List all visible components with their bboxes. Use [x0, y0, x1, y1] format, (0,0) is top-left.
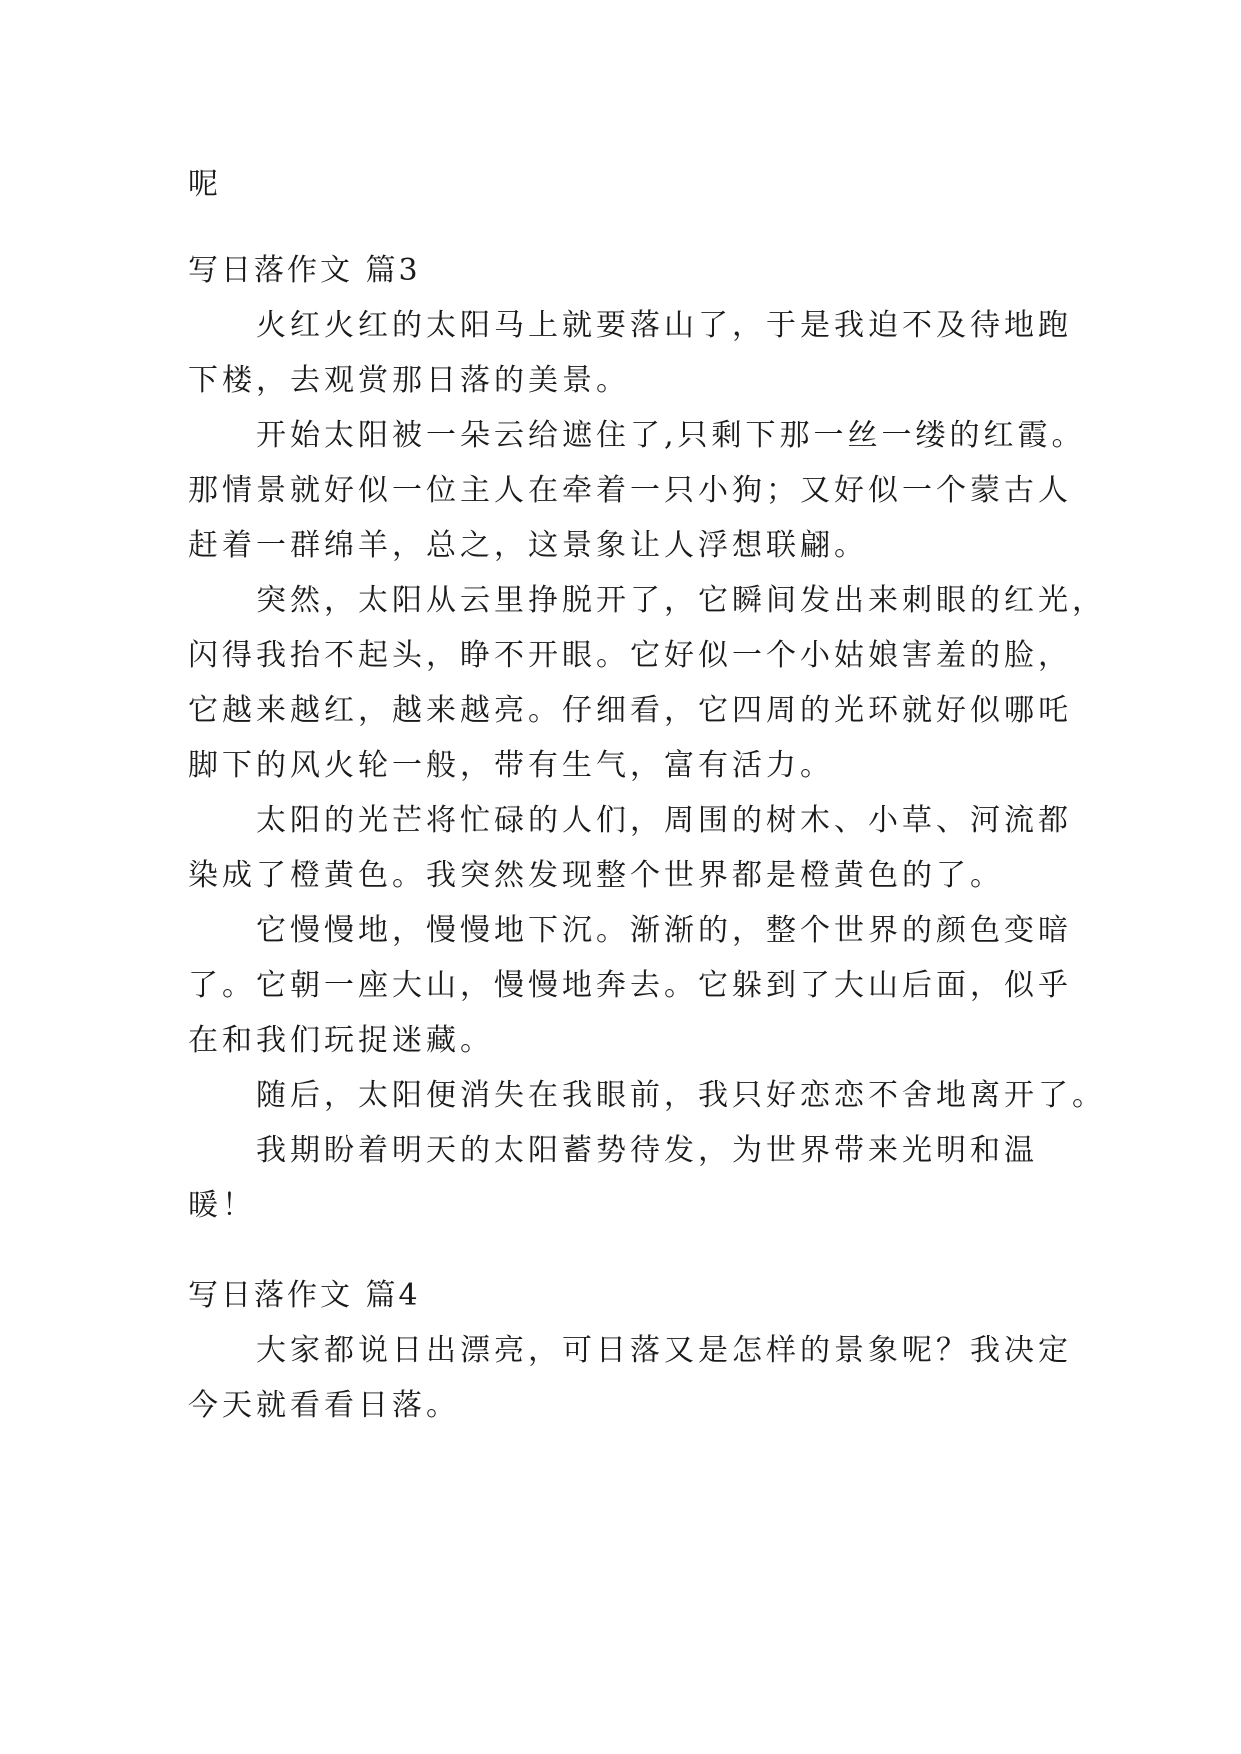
- section-heading: 写日落作文 篇4: [188, 1278, 421, 1313]
- paragraph-line: 它越来越红，越来越亮。仔细看，它四周的光环就好似哪吒: [188, 693, 1072, 728]
- text-line: 呢: [188, 167, 222, 202]
- paragraph-line: 随后，太阳便消失在我眼前，我只好恋恋不舍地离开了。: [256, 1078, 1106, 1113]
- paragraph-line: 太阳的光芒将忙碌的人们，周围的树木、小草、河流都: [256, 803, 1072, 838]
- paragraph-line: 在和我们玩捉迷藏。: [188, 1023, 494, 1058]
- paragraph-line: 了。它朝一座大山，慢慢地奔去。它躲到了大山后面，似乎: [188, 968, 1072, 1003]
- paragraph-line: 闪得我抬不起头，睁不开眼。它好似一个小姑娘害羞的脸，: [188, 638, 1072, 673]
- paragraph-line: 今天就看看日落。: [188, 1388, 460, 1423]
- paragraph-line: 暖！: [188, 1188, 256, 1223]
- paragraph-line: 突然，太阳从云里挣脱开了，它瞬间发出来刺眼的红光，: [256, 583, 1106, 618]
- paragraph-line: 它慢慢地，慢慢地下沉。渐渐的，整个世界的颜色变暗: [256, 913, 1072, 948]
- paragraph-line: 赶着一群绵羊，总之，这景象让人浮想联翩。: [188, 528, 868, 563]
- paragraph-line: 那情景就好似一位主人在牵着一只小狗；又好似一个蒙古人: [188, 473, 1072, 508]
- paragraph-line: 火红火红的太阳马上就要落山了，于是我迫不及待地跑: [256, 308, 1072, 343]
- paragraph-line: 下楼，去观赏那日落的美景。: [188, 363, 630, 398]
- section-heading: 写日落作文 篇3: [188, 253, 421, 288]
- paragraph-line: 开始太阳被一朵云给遮住了,只剩下那一丝一缕的红霞。: [256, 418, 1086, 453]
- paragraph-line: 染成了橙黄色。我突然发现整个世界都是橙黄色的了。: [188, 858, 1004, 893]
- paragraph-line: 脚下的风火轮一般，带有生气，富有活力。: [188, 748, 834, 783]
- paragraph-line: 我期盼着明天的太阳蓄势待发，为世界带来光明和温: [256, 1133, 1038, 1168]
- paragraph-line: 大家都说日出漂亮，可日落又是怎样的景象呢？我决定: [256, 1333, 1072, 1368]
